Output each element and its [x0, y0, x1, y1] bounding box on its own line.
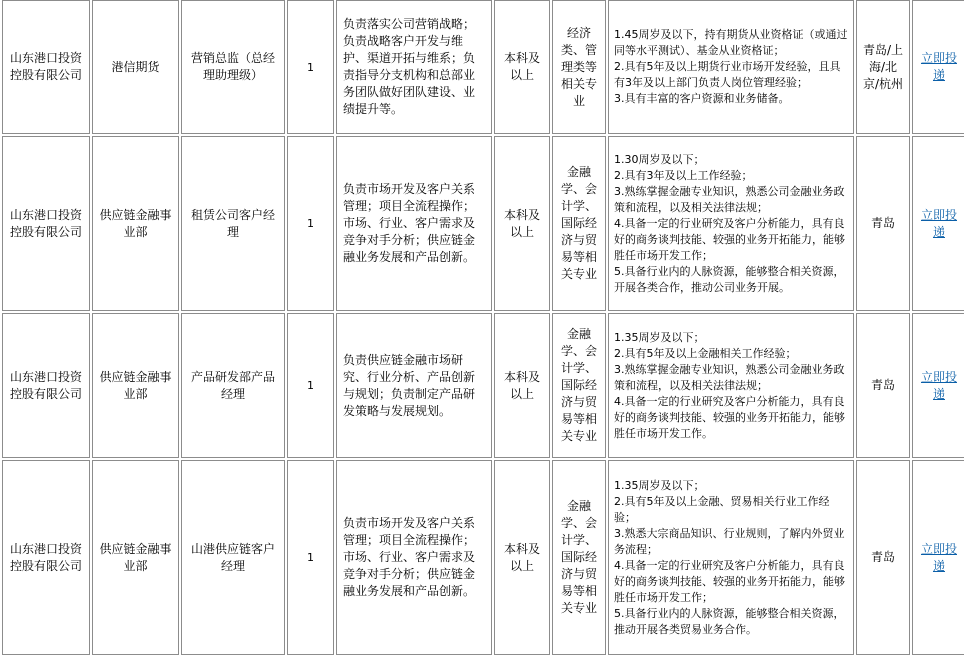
- position-cell: 租赁公司客户经理: [181, 136, 285, 311]
- table-row: [2, 136, 964, 311]
- department-cell: 供应链金融事业部: [92, 136, 179, 311]
- company-cell: 山东港口投资控股有限公司: [2, 313, 90, 458]
- requirement-line: 3.熟练掌握金融专业知识，熟悉公司金融业务政策和流程，以及相关法律法规；: [614, 362, 845, 392]
- table-row: [2, 0, 964, 134]
- company-cell: 山东港口投资控股有限公司: [2, 0, 90, 134]
- major-cell: 经济类、管理类等相关专业: [552, 0, 606, 134]
- requirement-line: 5.具备行业内的人脉资源，能够整合相关资源，开展各类合作，推动公司业务开展。: [614, 264, 845, 294]
- requirement-line: 2.具有5年及以上金融、贸易相关行业工作经验；: [614, 494, 830, 524]
- major-cell: 金融学、会计学、国际经济与贸易等相关专业: [552, 313, 606, 458]
- duties-cell: 负责市场开发及客户关系管理；项目全流程操作；市场、行业、客户需求及竞争对手分析；供应链金融业务发展和产品创新。: [336, 460, 492, 655]
- requirement-line: 4.具备一定的行业研究及客户分析能力，具有良好的商务谈判技能、较强的业务开拓能力，能够胜任市场开发工作；: [614, 216, 845, 262]
- requirement-line: 4.具备一定的行业研究及客户分析能力，具有良好的商务谈判技能、较强的业务开拓能力，能够胜任市场开发工作；: [614, 558, 845, 604]
- major-cell: 金融学、会计学、国际经济与贸易等相关专业: [552, 136, 606, 311]
- education-cell: 本科及以上: [494, 0, 550, 134]
- apply-cell: [912, 313, 964, 458]
- requirement-line: 1.45周岁及以下，持有期货从业资格证（或通过同等水平测试）、基金从业资格证；: [614, 28, 848, 57]
- headcount-cell: 1: [287, 460, 334, 655]
- location-cell: 青岛: [856, 313, 910, 458]
- requirements-cell: [608, 313, 854, 458]
- apply-link[interactable]: 立即投递: [920, 369, 957, 401]
- education-cell: 本科及以上: [494, 460, 550, 655]
- department-cell: 供应链金融事业部: [92, 313, 179, 458]
- apply-link[interactable]: 立即投递: [920, 207, 957, 239]
- location-cell: 青岛: [856, 136, 910, 311]
- position-cell: 产品研发部产品经理: [181, 313, 285, 458]
- company-cell: 山东港口投资控股有限公司: [2, 460, 90, 655]
- requirement-line: 2.具有3年及以上工作经验；: [614, 168, 753, 182]
- major-cell: 金融学、会计学、国际经济与贸易等相关专业: [552, 460, 606, 655]
- requirement-line: 2.具有5年及以上金融相关工作经验；: [614, 346, 797, 360]
- duties-cell: 负责市场开发及客户关系管理；项目全流程操作；市场、行业、客户需求及竞争对手分析；供应链金融业务发展和产品创新。: [336, 136, 492, 311]
- headcount-cell: 1: [287, 136, 334, 311]
- apply-cell: [912, 460, 964, 655]
- duties-cell: 负责落实公司营销战略；负责战略客户开发与维护、渠道开拓与维系；负责指导分支机构和总部业务团队做好团队建设、业绩提升等。: [336, 0, 492, 134]
- requirement-line: 4.具备一定的行业研究及客户分析能力，具有良好的商务谈判技能、较强的业务开拓能力，能够胜任市场开发工作。: [614, 394, 845, 440]
- apply-cell: [912, 136, 964, 311]
- company-cell: 山东港口投资控股有限公司: [2, 136, 90, 311]
- education-cell: 本科及以上: [494, 313, 550, 458]
- location-cell: 青岛: [856, 460, 910, 655]
- requirement-line: 3.熟悉大宗商品知识、行业规则，了解内外贸业务流程；: [614, 526, 845, 556]
- duties-cell: 负责供应链金融市场研究、行业分析、产品创新与规划；负责制定产品研发策略与发展规划。: [336, 313, 492, 458]
- requirement-line: 5.具备行业内的人脉资源，能够整合相关资源，推动开展各类贸易业务合作。: [614, 606, 845, 636]
- requirement-line: 3.具有丰富的客户资源和业务储备。: [614, 92, 790, 105]
- apply-cell: [912, 0, 964, 134]
- requirements-cell: [608, 136, 854, 311]
- table-row: [2, 460, 964, 655]
- headcount-cell: 1: [287, 313, 334, 458]
- headcount-cell: 1: [287, 0, 334, 134]
- apply-link[interactable]: 立即投递: [920, 51, 957, 82]
- location-cell: 青岛/上海/北京/杭州: [856, 0, 910, 134]
- requirements-cell: [608, 460, 854, 655]
- education-cell: 本科及以上: [494, 136, 550, 311]
- position-cell: 山港供应链客户经理: [181, 460, 285, 655]
- requirement-line: 2.具有5年及以上期货行业市场开发经验，且具有3年及以上部门负责人岗位管理经验；: [614, 60, 841, 89]
- table-row: [2, 313, 964, 458]
- requirements-cell: [608, 0, 854, 134]
- requirement-line: 1.30周岁及以下；: [614, 152, 705, 166]
- position-cell: 营销总监（总经理助理级）: [181, 0, 285, 134]
- requirement-line: 1.35周岁及以下；: [614, 330, 705, 344]
- department-cell: 港信期货: [92, 0, 179, 134]
- department-cell: 供应链金融事业部: [92, 460, 179, 655]
- requirement-line: 1.35周岁及以下；: [614, 478, 705, 492]
- apply-link[interactable]: 立即投递: [920, 541, 957, 573]
- requirement-line: 3.熟练掌握金融专业知识，熟悉公司金融业务政策和流程，以及相关法律法规；: [614, 184, 845, 214]
